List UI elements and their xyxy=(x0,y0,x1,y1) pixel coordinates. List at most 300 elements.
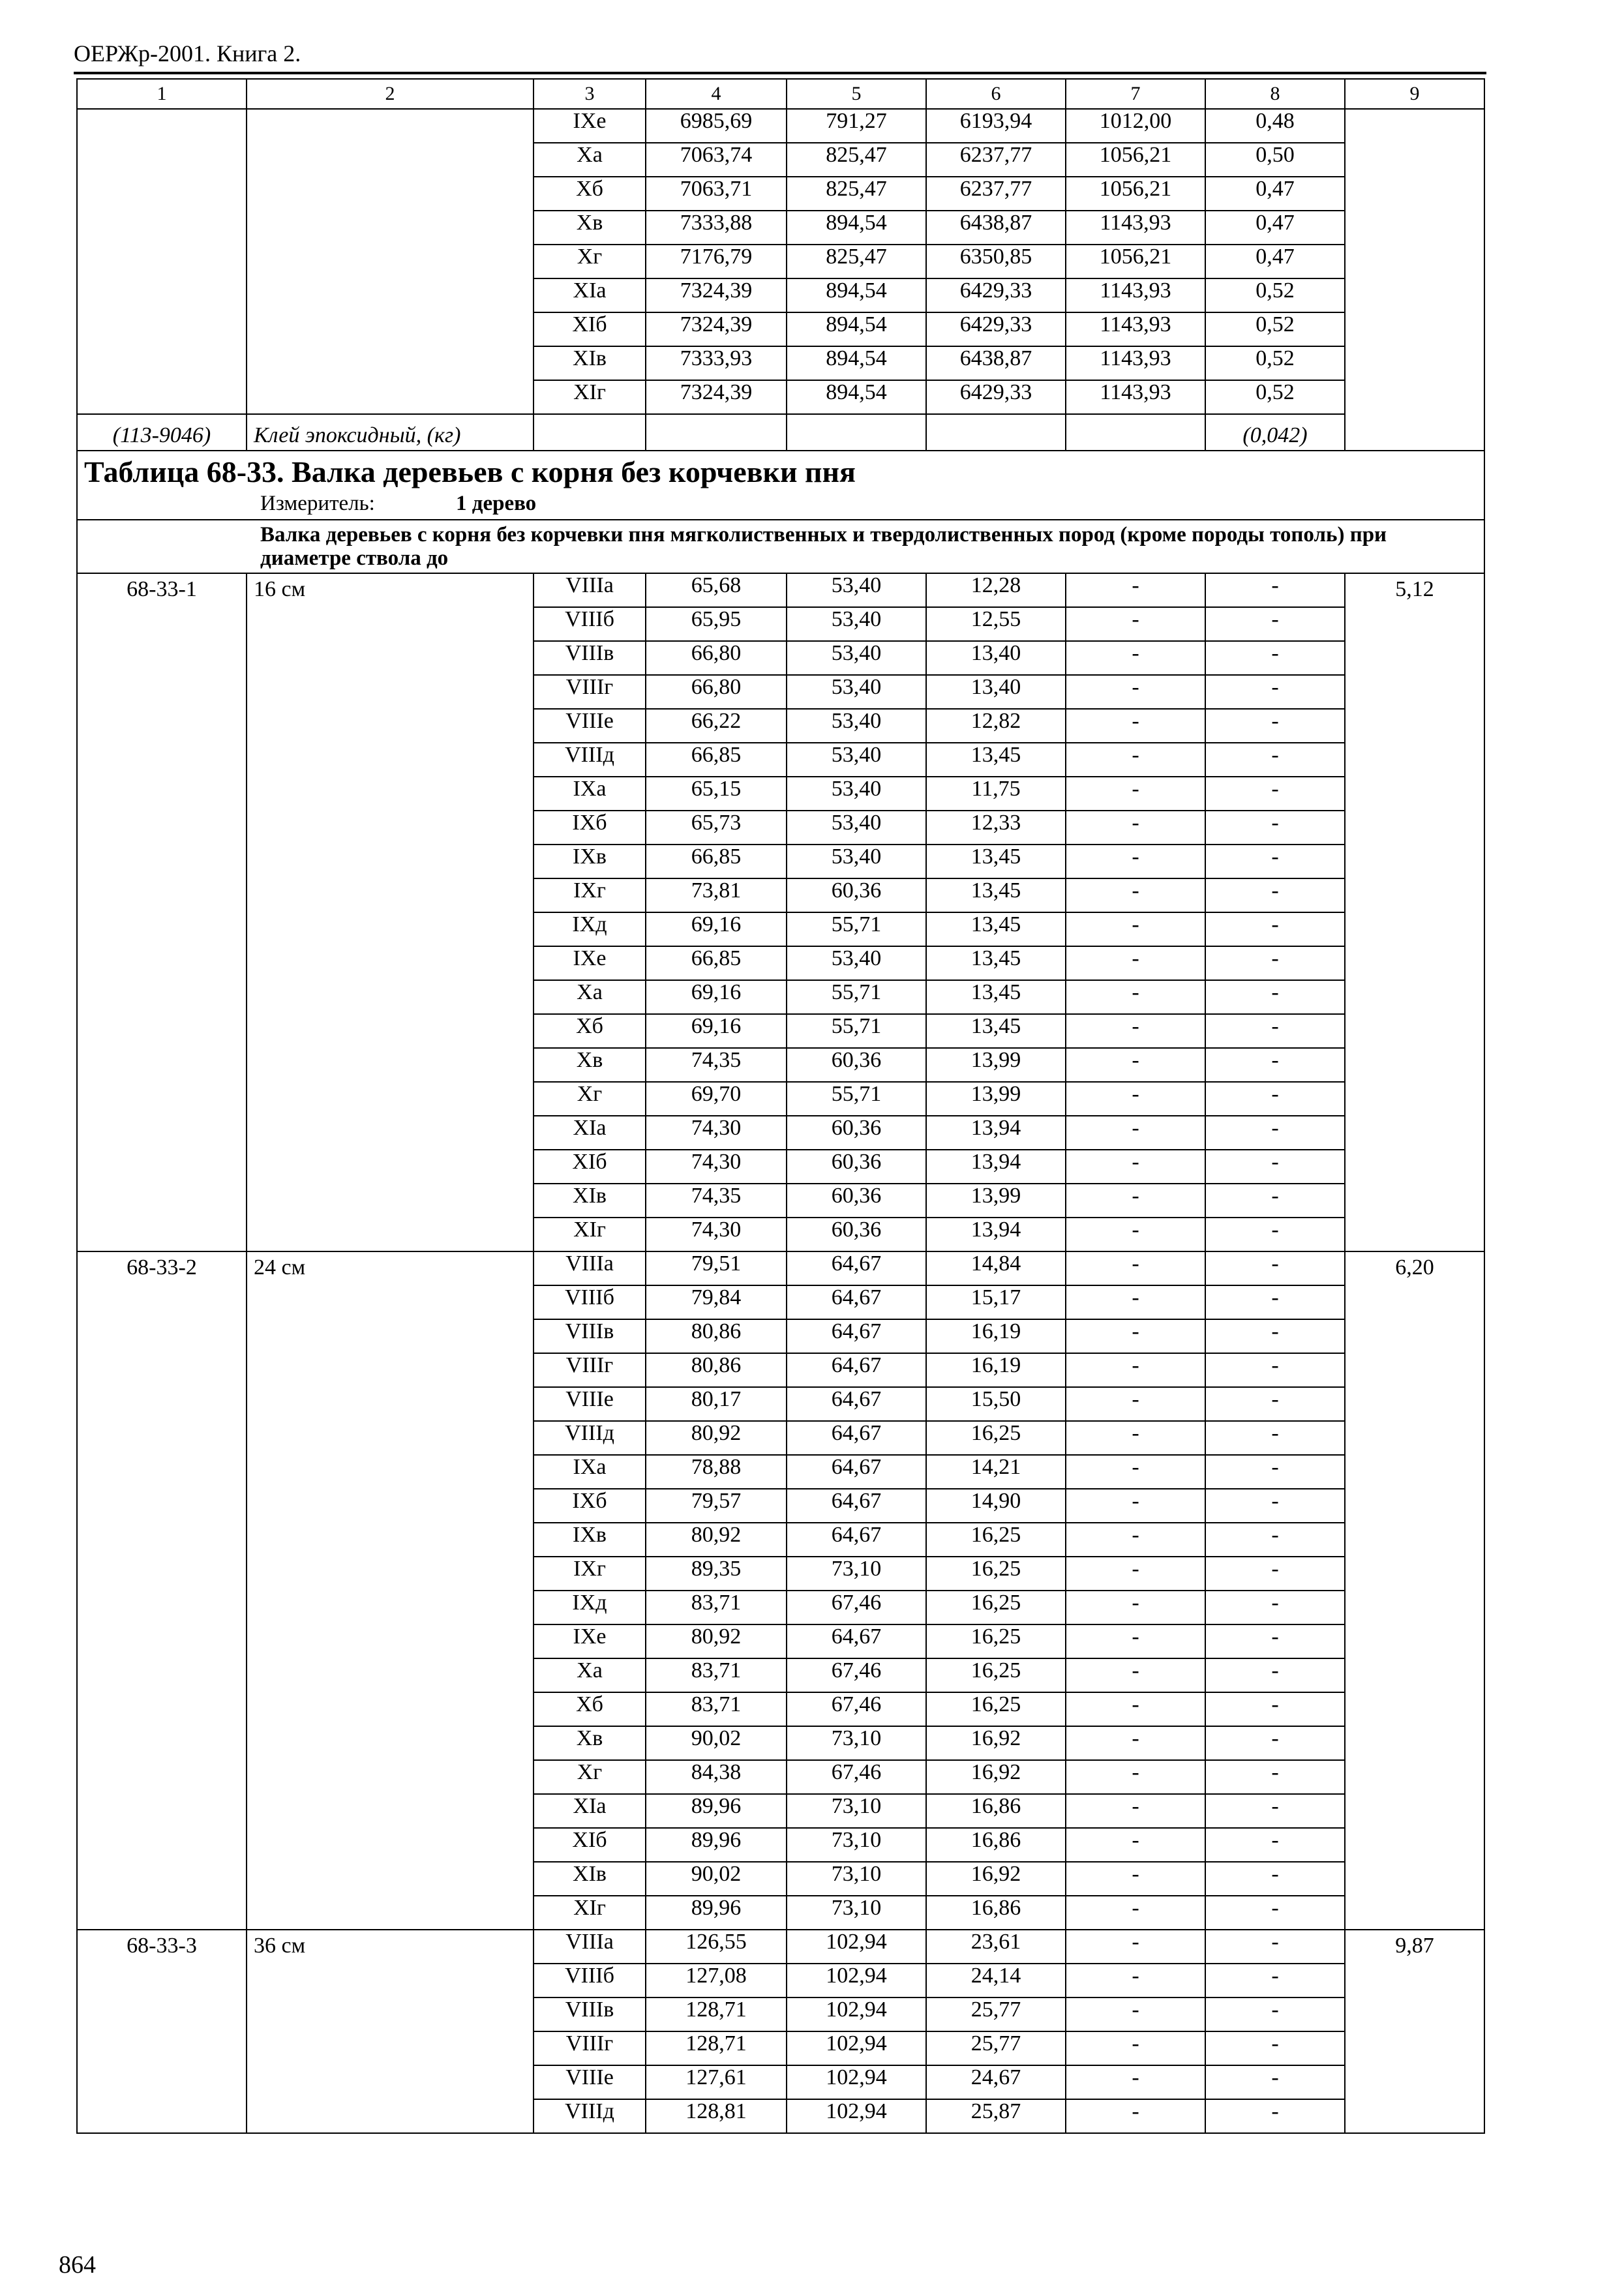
table-cell: 16,92 xyxy=(926,1760,1066,1794)
table-cell: - xyxy=(1066,1082,1205,1116)
table-cell: 7324,39 xyxy=(646,380,787,414)
table-cell: 73,10 xyxy=(787,1896,926,1930)
table-cell: - xyxy=(1205,607,1345,641)
table-cell: - xyxy=(1205,675,1345,709)
table-cell: 69,70 xyxy=(646,1082,787,1116)
table-cell: - xyxy=(1205,1489,1345,1523)
table-cell: - xyxy=(1205,1150,1345,1184)
table-cell: 83,71 xyxy=(646,1591,787,1624)
table-cell: - xyxy=(1066,1218,1205,1251)
table-cell: Xв xyxy=(534,1048,646,1082)
table-cell: 0,47 xyxy=(1205,245,1345,278)
table-cell: IXг xyxy=(534,1557,646,1591)
table-cell: - xyxy=(1066,1591,1205,1624)
table-cell: - xyxy=(1205,878,1345,912)
table-cell: - xyxy=(1066,2065,1205,2099)
table-cell: Xг xyxy=(534,1760,646,1794)
table-cell: - xyxy=(1066,675,1205,709)
table-cell: - xyxy=(1205,1421,1345,1455)
table-cell: 66,85 xyxy=(646,845,787,878)
table-cell: 0,52 xyxy=(1205,278,1345,312)
table-cell: - xyxy=(1066,1251,1205,1285)
table-cell: 894,54 xyxy=(787,278,926,312)
table-cell: 64,67 xyxy=(787,1353,926,1387)
table-cell: 55,71 xyxy=(787,980,926,1014)
table-cell: - xyxy=(1205,811,1345,845)
table-cell-empty xyxy=(534,414,646,451)
table-cell: - xyxy=(1066,1048,1205,1082)
item-col9: 9,87 xyxy=(1345,1930,1484,2133)
table-cell: 13,99 xyxy=(926,1184,1066,1218)
table-cell: 79,57 xyxy=(646,1489,787,1523)
table-cell: 55,71 xyxy=(787,1082,926,1116)
table-cell: IXв xyxy=(534,1523,646,1557)
table-cell: 1143,93 xyxy=(1066,346,1205,380)
table-cell: - xyxy=(1205,1319,1345,1353)
table-cell: 1143,93 xyxy=(1066,211,1205,245)
table-cell: 1143,93 xyxy=(1066,278,1205,312)
table-cell: 53,40 xyxy=(787,573,926,607)
table-cell: 67,46 xyxy=(787,1692,926,1726)
table-cell: 55,71 xyxy=(787,1014,926,1048)
table-cell: 60,36 xyxy=(787,1048,926,1082)
table-cell: - xyxy=(1205,1726,1345,1760)
table-cell: VIIIд xyxy=(534,2099,646,2133)
table-cell: 53,40 xyxy=(787,675,926,709)
table-cell: 791,27 xyxy=(787,109,926,143)
table-cell: - xyxy=(1066,1489,1205,1523)
table-cell: - xyxy=(1205,1794,1345,1828)
table-cell: Xв xyxy=(534,1726,646,1760)
table-cell: 7324,39 xyxy=(646,312,787,346)
table-cell: 0,47 xyxy=(1205,211,1345,245)
table-cell: 83,71 xyxy=(646,1692,787,1726)
table-cell: 16,86 xyxy=(926,1828,1066,1862)
table-cell: - xyxy=(1066,980,1205,1014)
table-cell: - xyxy=(1205,1285,1345,1319)
table-cell: 102,94 xyxy=(787,1997,926,2031)
table-cell: - xyxy=(1205,1591,1345,1624)
table-cell: - xyxy=(1066,1930,1205,1964)
table-cell: 15,50 xyxy=(926,1387,1066,1421)
table-cell: - xyxy=(1205,1251,1345,1285)
table-cell: 80,86 xyxy=(646,1353,787,1387)
section-title-row xyxy=(77,451,1484,520)
table-cell: - xyxy=(1205,980,1345,1014)
table-cell: XIa xyxy=(534,1116,646,1150)
table-cell: 83,71 xyxy=(646,1658,787,1692)
table-cell: 25,77 xyxy=(926,2031,1066,2065)
section-description: Валка деревьев с корня без корчевки пня мягколиственных и твердолиственных пород (кроме породы тополь) при диаметре ствола до xyxy=(77,520,1484,573)
material-code: (113-9046) xyxy=(77,414,247,451)
table-cell: IXв xyxy=(534,845,646,878)
table-cell: 16,25 xyxy=(926,1557,1066,1591)
table-cell: 102,94 xyxy=(787,2099,926,2133)
table-cell: IXa xyxy=(534,777,646,811)
table-cell: - xyxy=(1066,1658,1205,1692)
table-cell: Xб xyxy=(534,1692,646,1726)
table-cell: 14,21 xyxy=(926,1455,1066,1489)
table-row xyxy=(77,1251,1484,1285)
table-cell: 64,67 xyxy=(787,1624,926,1658)
table-cell: 25,87 xyxy=(926,2099,1066,2133)
table-cell: - xyxy=(1205,1624,1345,1658)
table-cell-empty xyxy=(926,414,1066,451)
table-cell: 60,36 xyxy=(787,1184,926,1218)
table-cell: VIIIe xyxy=(534,2065,646,2099)
table-cell: - xyxy=(1066,1726,1205,1760)
table-cell: - xyxy=(1066,607,1205,641)
table-cell: - xyxy=(1066,1896,1205,1930)
column-number: 1 xyxy=(77,79,247,109)
table-cell: 53,40 xyxy=(787,641,926,675)
table-cell: 64,67 xyxy=(787,1421,926,1455)
table-cell: VIIIг xyxy=(534,675,646,709)
table-cell: 65,15 xyxy=(646,777,787,811)
item-name: 24 см xyxy=(247,1251,534,1930)
section-title: Таблица 68-33. Валка деревьев с корня без корчевки пня xyxy=(84,455,856,488)
table-cell: - xyxy=(1066,1421,1205,1455)
table-cell: VIIIa xyxy=(534,573,646,607)
table-cell: 127,61 xyxy=(646,2065,787,2099)
table-cell: 14,90 xyxy=(926,1489,1066,1523)
table-cell: - xyxy=(1205,1387,1345,1421)
table-cell: 24,14 xyxy=(926,1964,1066,1997)
table-cell: 13,45 xyxy=(926,878,1066,912)
table-cell: IXд xyxy=(534,912,646,946)
table-cell: 128,71 xyxy=(646,2031,787,2065)
table-cell: - xyxy=(1066,641,1205,675)
table-cell: - xyxy=(1066,1455,1205,1489)
table-cell: 7324,39 xyxy=(646,278,787,312)
table-cell: 0,50 xyxy=(1205,143,1345,177)
table-cell: 69,16 xyxy=(646,980,787,1014)
table-cell: 53,40 xyxy=(787,946,926,980)
table-cell: XIг xyxy=(534,1896,646,1930)
table-cell: 73,10 xyxy=(787,1726,926,1760)
table-cell: 73,10 xyxy=(787,1828,926,1862)
table-cell: 60,36 xyxy=(787,1218,926,1251)
table-cell: 89,96 xyxy=(646,1828,787,1862)
page-header-title: ОЕРЖр-2001. Книга 2. xyxy=(74,40,301,67)
table-cell: IXг xyxy=(534,878,646,912)
table-cell: 67,46 xyxy=(787,1591,926,1624)
table-cell: 67,46 xyxy=(787,1760,926,1794)
header-rule xyxy=(74,72,1486,74)
table-cell: - xyxy=(1205,912,1345,946)
table-cell: - xyxy=(1205,1997,1345,2031)
table-cell: - xyxy=(1066,709,1205,743)
table-cell: - xyxy=(1205,743,1345,777)
table-cell: 65,68 xyxy=(646,573,787,607)
table-cell: 0,47 xyxy=(1205,177,1345,211)
table-cell: - xyxy=(1066,912,1205,946)
table-cell: XIг xyxy=(534,380,646,414)
table-cell: 102,94 xyxy=(787,1964,926,1997)
table-cell: VIIIб xyxy=(534,1285,646,1319)
material-name: Клей эпоксидный, (кг) xyxy=(247,414,534,451)
table-cell: 80,92 xyxy=(646,1523,787,1557)
section-desc-row xyxy=(77,520,1484,573)
table-cell: - xyxy=(1205,1862,1345,1896)
table-cell: - xyxy=(1066,573,1205,607)
table-cell: 14,84 xyxy=(926,1251,1066,1285)
table-cell: 53,40 xyxy=(787,777,926,811)
table-cell: 80,86 xyxy=(646,1319,787,1353)
table-cell: 13,94 xyxy=(926,1150,1066,1184)
table-cell: 66,85 xyxy=(646,743,787,777)
table-cell: 69,16 xyxy=(646,912,787,946)
table-cell: 13,40 xyxy=(926,675,1066,709)
table-cell: VIIIд xyxy=(534,743,646,777)
table-cell: 16,25 xyxy=(926,1523,1066,1557)
table-body xyxy=(77,79,1484,2133)
table-cell: 6193,94 xyxy=(926,109,1066,143)
table-cell: 13,45 xyxy=(926,743,1066,777)
table-cell: - xyxy=(1205,946,1345,980)
table-cell: 89,96 xyxy=(646,1896,787,1930)
table-cell: VIIIe xyxy=(534,1387,646,1421)
table-cell: - xyxy=(1205,1964,1345,1997)
table-cell: 80,92 xyxy=(646,1421,787,1455)
table-cell: IXд xyxy=(534,1591,646,1624)
table-cell-empty xyxy=(787,414,926,451)
table-cell: 53,40 xyxy=(787,811,926,845)
table-cell: 12,28 xyxy=(926,573,1066,607)
table-cell: 7333,88 xyxy=(646,211,787,245)
table-cell: - xyxy=(1205,1014,1345,1048)
table-cell: - xyxy=(1066,1319,1205,1353)
table-cell: VIIIд xyxy=(534,1421,646,1455)
table-cell: - xyxy=(1066,1116,1205,1150)
item-code: 68-33-1 xyxy=(77,573,247,1251)
table-cell: 102,94 xyxy=(787,2065,926,2099)
table-cell: Xг xyxy=(534,1082,646,1116)
table-cell: 74,30 xyxy=(646,1116,787,1150)
table-cell: Xв xyxy=(534,211,646,245)
table-cell: 102,94 xyxy=(787,1930,926,1964)
table-cell: IXe xyxy=(534,1624,646,1658)
column-number: 9 xyxy=(1345,79,1484,109)
table-cell: VIIIe xyxy=(534,709,646,743)
column-number: 2 xyxy=(247,79,534,109)
table-cell: 6429,33 xyxy=(926,312,1066,346)
table-cell: IXe xyxy=(534,946,646,980)
table-cell: 7063,74 xyxy=(646,143,787,177)
table-cell: - xyxy=(1066,1964,1205,1997)
table-cell: XIa xyxy=(534,1794,646,1828)
table-cell: 66,80 xyxy=(646,641,787,675)
table-cell: Xa xyxy=(534,1658,646,1692)
table-cell: 73,81 xyxy=(646,878,787,912)
table-cell: 1143,93 xyxy=(1066,312,1205,346)
table-cell: 825,47 xyxy=(787,143,926,177)
table-cell: 0,48 xyxy=(1205,109,1345,143)
table-cell: Xб xyxy=(534,1014,646,1048)
table-cell: 78,88 xyxy=(646,1455,787,1489)
table-cell: 128,81 xyxy=(646,2099,787,2133)
table-cell: 825,47 xyxy=(787,177,926,211)
table-cell: - xyxy=(1205,2065,1345,2099)
table-cell: IXб xyxy=(534,811,646,845)
table-cell: 6429,33 xyxy=(926,380,1066,414)
table-cell: 1056,21 xyxy=(1066,245,1205,278)
table-cell: 55,71 xyxy=(787,912,926,946)
table-cell: 11,75 xyxy=(926,777,1066,811)
table-cell: 16,25 xyxy=(926,1421,1066,1455)
table-cell: 6429,33 xyxy=(926,278,1066,312)
table-cell: 13,94 xyxy=(926,1116,1066,1150)
table-cell: Xa xyxy=(534,980,646,1014)
table-row xyxy=(77,573,1484,607)
table-cell: 64,67 xyxy=(787,1387,926,1421)
table-cell: Xб xyxy=(534,177,646,211)
table-cell: - xyxy=(1205,1523,1345,1557)
table-cell: 53,40 xyxy=(787,709,926,743)
table-cell: 128,71 xyxy=(646,1997,787,2031)
table-cell: 894,54 xyxy=(787,312,926,346)
table-cell: - xyxy=(1205,1658,1345,1692)
table-cell: 13,94 xyxy=(926,1218,1066,1251)
page-number: 864 xyxy=(59,2251,96,2279)
table-cell: 6237,77 xyxy=(926,177,1066,211)
table-cell: 80,17 xyxy=(646,1387,787,1421)
column-number: 3 xyxy=(534,79,646,109)
table-cell: IXб xyxy=(534,1489,646,1523)
table-cell: 64,67 xyxy=(787,1523,926,1557)
table-cell: 74,35 xyxy=(646,1048,787,1082)
table-cell: - xyxy=(1066,1523,1205,1557)
table-cell: - xyxy=(1066,1285,1205,1319)
table-cell: 89,96 xyxy=(646,1794,787,1828)
table-cell: IXe xyxy=(534,109,646,143)
table-cell: 64,67 xyxy=(787,1319,926,1353)
table-cell: 16,19 xyxy=(926,1319,1066,1353)
table-cell: VIIIг xyxy=(534,1353,646,1387)
table-cell: 1012,00 xyxy=(1066,109,1205,143)
table-cell: 53,40 xyxy=(787,743,926,777)
table-cell: 79,51 xyxy=(646,1251,787,1285)
table-cell: - xyxy=(1205,845,1345,878)
table-cell: - xyxy=(1205,1353,1345,1387)
table-cell: 53,40 xyxy=(787,845,926,878)
table-cell: VIIIa xyxy=(534,1251,646,1285)
table-cell: - xyxy=(1205,1896,1345,1930)
table-cell: 16,19 xyxy=(926,1353,1066,1387)
table-cell: - xyxy=(1066,1353,1205,1387)
table-cell-empty xyxy=(1066,414,1205,451)
table-row xyxy=(77,1930,1484,1964)
table-cell: - xyxy=(1066,1828,1205,1862)
table-cell: 6438,87 xyxy=(926,346,1066,380)
table-cell: - xyxy=(1066,1014,1205,1048)
table-cell: VIIIг xyxy=(534,2031,646,2065)
table-cell: - xyxy=(1205,1760,1345,1794)
table-cell: 13,99 xyxy=(926,1048,1066,1082)
table-cell: 66,80 xyxy=(646,675,787,709)
table-cell: 16,92 xyxy=(926,1726,1066,1760)
table-cell: 6438,87 xyxy=(926,211,1066,245)
table-cell: 16,86 xyxy=(926,1794,1066,1828)
table-cell: 0,52 xyxy=(1205,380,1345,414)
table-cell: - xyxy=(1205,1184,1345,1218)
table-cell: XIв xyxy=(534,1862,646,1896)
table-cell: 60,36 xyxy=(787,1116,926,1150)
table-cell: 64,67 xyxy=(787,1285,926,1319)
table-cell: 0,52 xyxy=(1205,346,1345,380)
table-cell: 126,55 xyxy=(646,1930,787,1964)
col9-cell-empty xyxy=(1345,109,1484,451)
material-qty: (0,042) xyxy=(1205,414,1345,451)
table-cell: 60,36 xyxy=(787,878,926,912)
table-cell: - xyxy=(1205,1828,1345,1862)
table-cell: IXa xyxy=(534,1455,646,1489)
table-cell: - xyxy=(1066,1692,1205,1726)
table-cell: - xyxy=(1205,2031,1345,2065)
table-cell: 127,08 xyxy=(646,1964,787,1997)
measure-value: 1 дерево xyxy=(456,492,537,515)
continuation-row xyxy=(77,109,1484,143)
table-cell: 894,54 xyxy=(787,211,926,245)
table-cell: 12,55 xyxy=(926,607,1066,641)
table-cell: 15,17 xyxy=(926,1285,1066,1319)
table-cell: 16,92 xyxy=(926,1862,1066,1896)
column-number: 7 xyxy=(1066,79,1205,109)
table-cell: 13,99 xyxy=(926,1082,1066,1116)
table-cell: - xyxy=(1205,2099,1345,2133)
table-cell: - xyxy=(1205,1048,1345,1082)
table-cell: 1143,93 xyxy=(1066,380,1205,414)
table-cell: - xyxy=(1205,1930,1345,1964)
measure-label: Измеритель: xyxy=(260,492,375,515)
table-cell: 894,54 xyxy=(787,380,926,414)
table-cell: - xyxy=(1066,2099,1205,2133)
table-cell: 12,33 xyxy=(926,811,1066,845)
item-col9: 5,12 xyxy=(1345,573,1484,1251)
table-cell: VIIIв xyxy=(534,1319,646,1353)
table-cell: 65,73 xyxy=(646,811,787,845)
table-cell: 13,45 xyxy=(926,1014,1066,1048)
table-cell: 16,86 xyxy=(926,1896,1066,1930)
table-cell: 64,67 xyxy=(787,1251,926,1285)
item-name: 16 см xyxy=(247,573,534,1251)
name-cell-empty xyxy=(247,109,534,414)
table-cell: 64,67 xyxy=(787,1489,926,1523)
table-cell: 79,84 xyxy=(646,1285,787,1319)
table-cell-empty xyxy=(646,414,787,451)
table-cell: 7333,93 xyxy=(646,346,787,380)
section-title-cell xyxy=(77,451,1484,520)
table-cell: XIб xyxy=(534,1828,646,1862)
table-cell: XIв xyxy=(534,1184,646,1218)
measure-line xyxy=(84,490,1477,519)
column-number: 6 xyxy=(926,79,1066,109)
table-cell: 89,35 xyxy=(646,1557,787,1591)
table-cell: 6237,77 xyxy=(926,143,1066,177)
code-cell-empty xyxy=(77,109,247,414)
column-number-row xyxy=(77,79,1484,109)
table-cell: - xyxy=(1205,709,1345,743)
item-col9: 6,20 xyxy=(1345,1251,1484,1930)
table-cell: 825,47 xyxy=(787,245,926,278)
table-cell: 90,02 xyxy=(646,1726,787,1760)
table-cell: - xyxy=(1066,946,1205,980)
table-cell: 64,67 xyxy=(787,1455,926,1489)
table-cell: XIб xyxy=(534,1150,646,1184)
column-number: 8 xyxy=(1205,79,1345,109)
table-cell: 25,77 xyxy=(926,1997,1066,2031)
table-cell: 74,30 xyxy=(646,1218,787,1251)
